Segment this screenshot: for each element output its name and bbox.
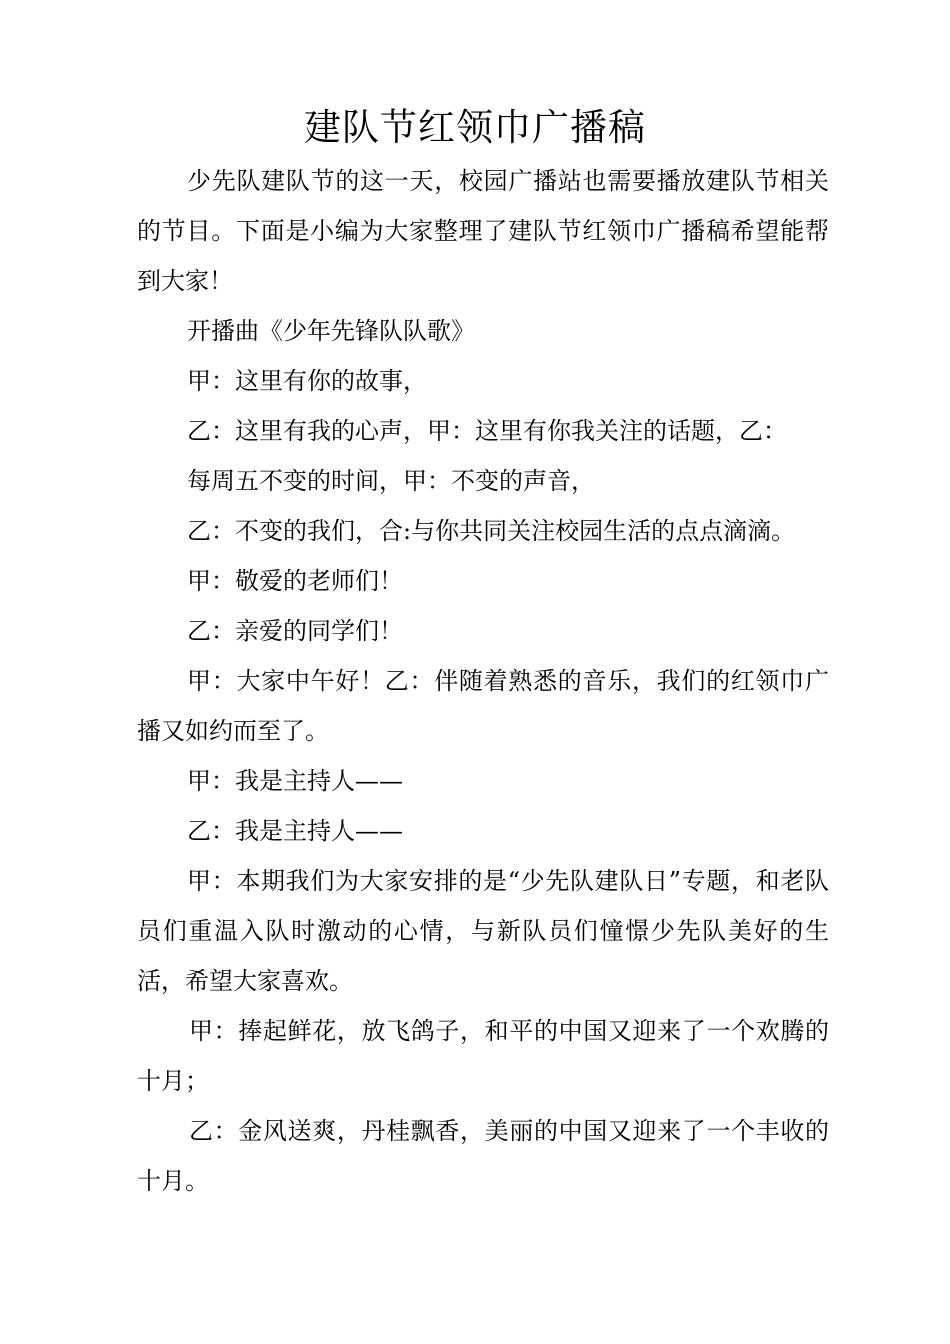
- dialogue-line: 甲：这里有你的故事，: [187, 367, 427, 395]
- document-title: 建队节红领巾广播稿: [304, 106, 646, 149]
- dialogue-line: 每周五不变的时间，甲：不变的声音，: [187, 467, 595, 495]
- dialogue-line: 乙：亲爱的同学们！: [187, 617, 403, 645]
- dialogue-line: 乙：不变的我们，合:与你共同关注校园生活的点点滴滴。: [187, 517, 796, 545]
- dialogue-line: 乙：金风送爽，丹桂飘香，美丽的中国又迎来了一个丰收的十月。: [137, 1117, 829, 1195]
- dialogue-line: 乙：这里有我的心声，甲：这里有你我关注的话题，乙：: [187, 417, 787, 445]
- dialogue-line: 甲：我是主持人——: [187, 767, 403, 795]
- dialogue-line: 甲：捧起鲜花，放飞鸽子，和平的中国又迎来了一个欢腾的十月；: [137, 1017, 829, 1095]
- dialogue-line: 甲：大家中午好！乙：伴随着熟悉的音乐，我们的红领巾广播又如约而至了。: [137, 667, 829, 745]
- dialogue-line: 甲：敬爱的老师们！: [187, 567, 403, 595]
- dialogue-line: 甲：本期我们为大家安排的是“少先队建队日”专题，和老队员们重温入队时激动的心情，与新队员们憧憬少先队美好的生活，希望大家喜欢。: [137, 867, 829, 995]
- document-body: [137, 156, 829, 1206]
- dialogue-line: 乙：我是主持人——: [187, 817, 403, 845]
- intro-paragraph: 少先队建队节的这一天，校园广播站也需要播放建队节相关的节目。下面是小编为大家整理了建队节红领巾广播稿希望能帮到大家！: [137, 167, 829, 295]
- opening-song-line: 开播曲《少年先锋队队歌》: [187, 317, 475, 345]
